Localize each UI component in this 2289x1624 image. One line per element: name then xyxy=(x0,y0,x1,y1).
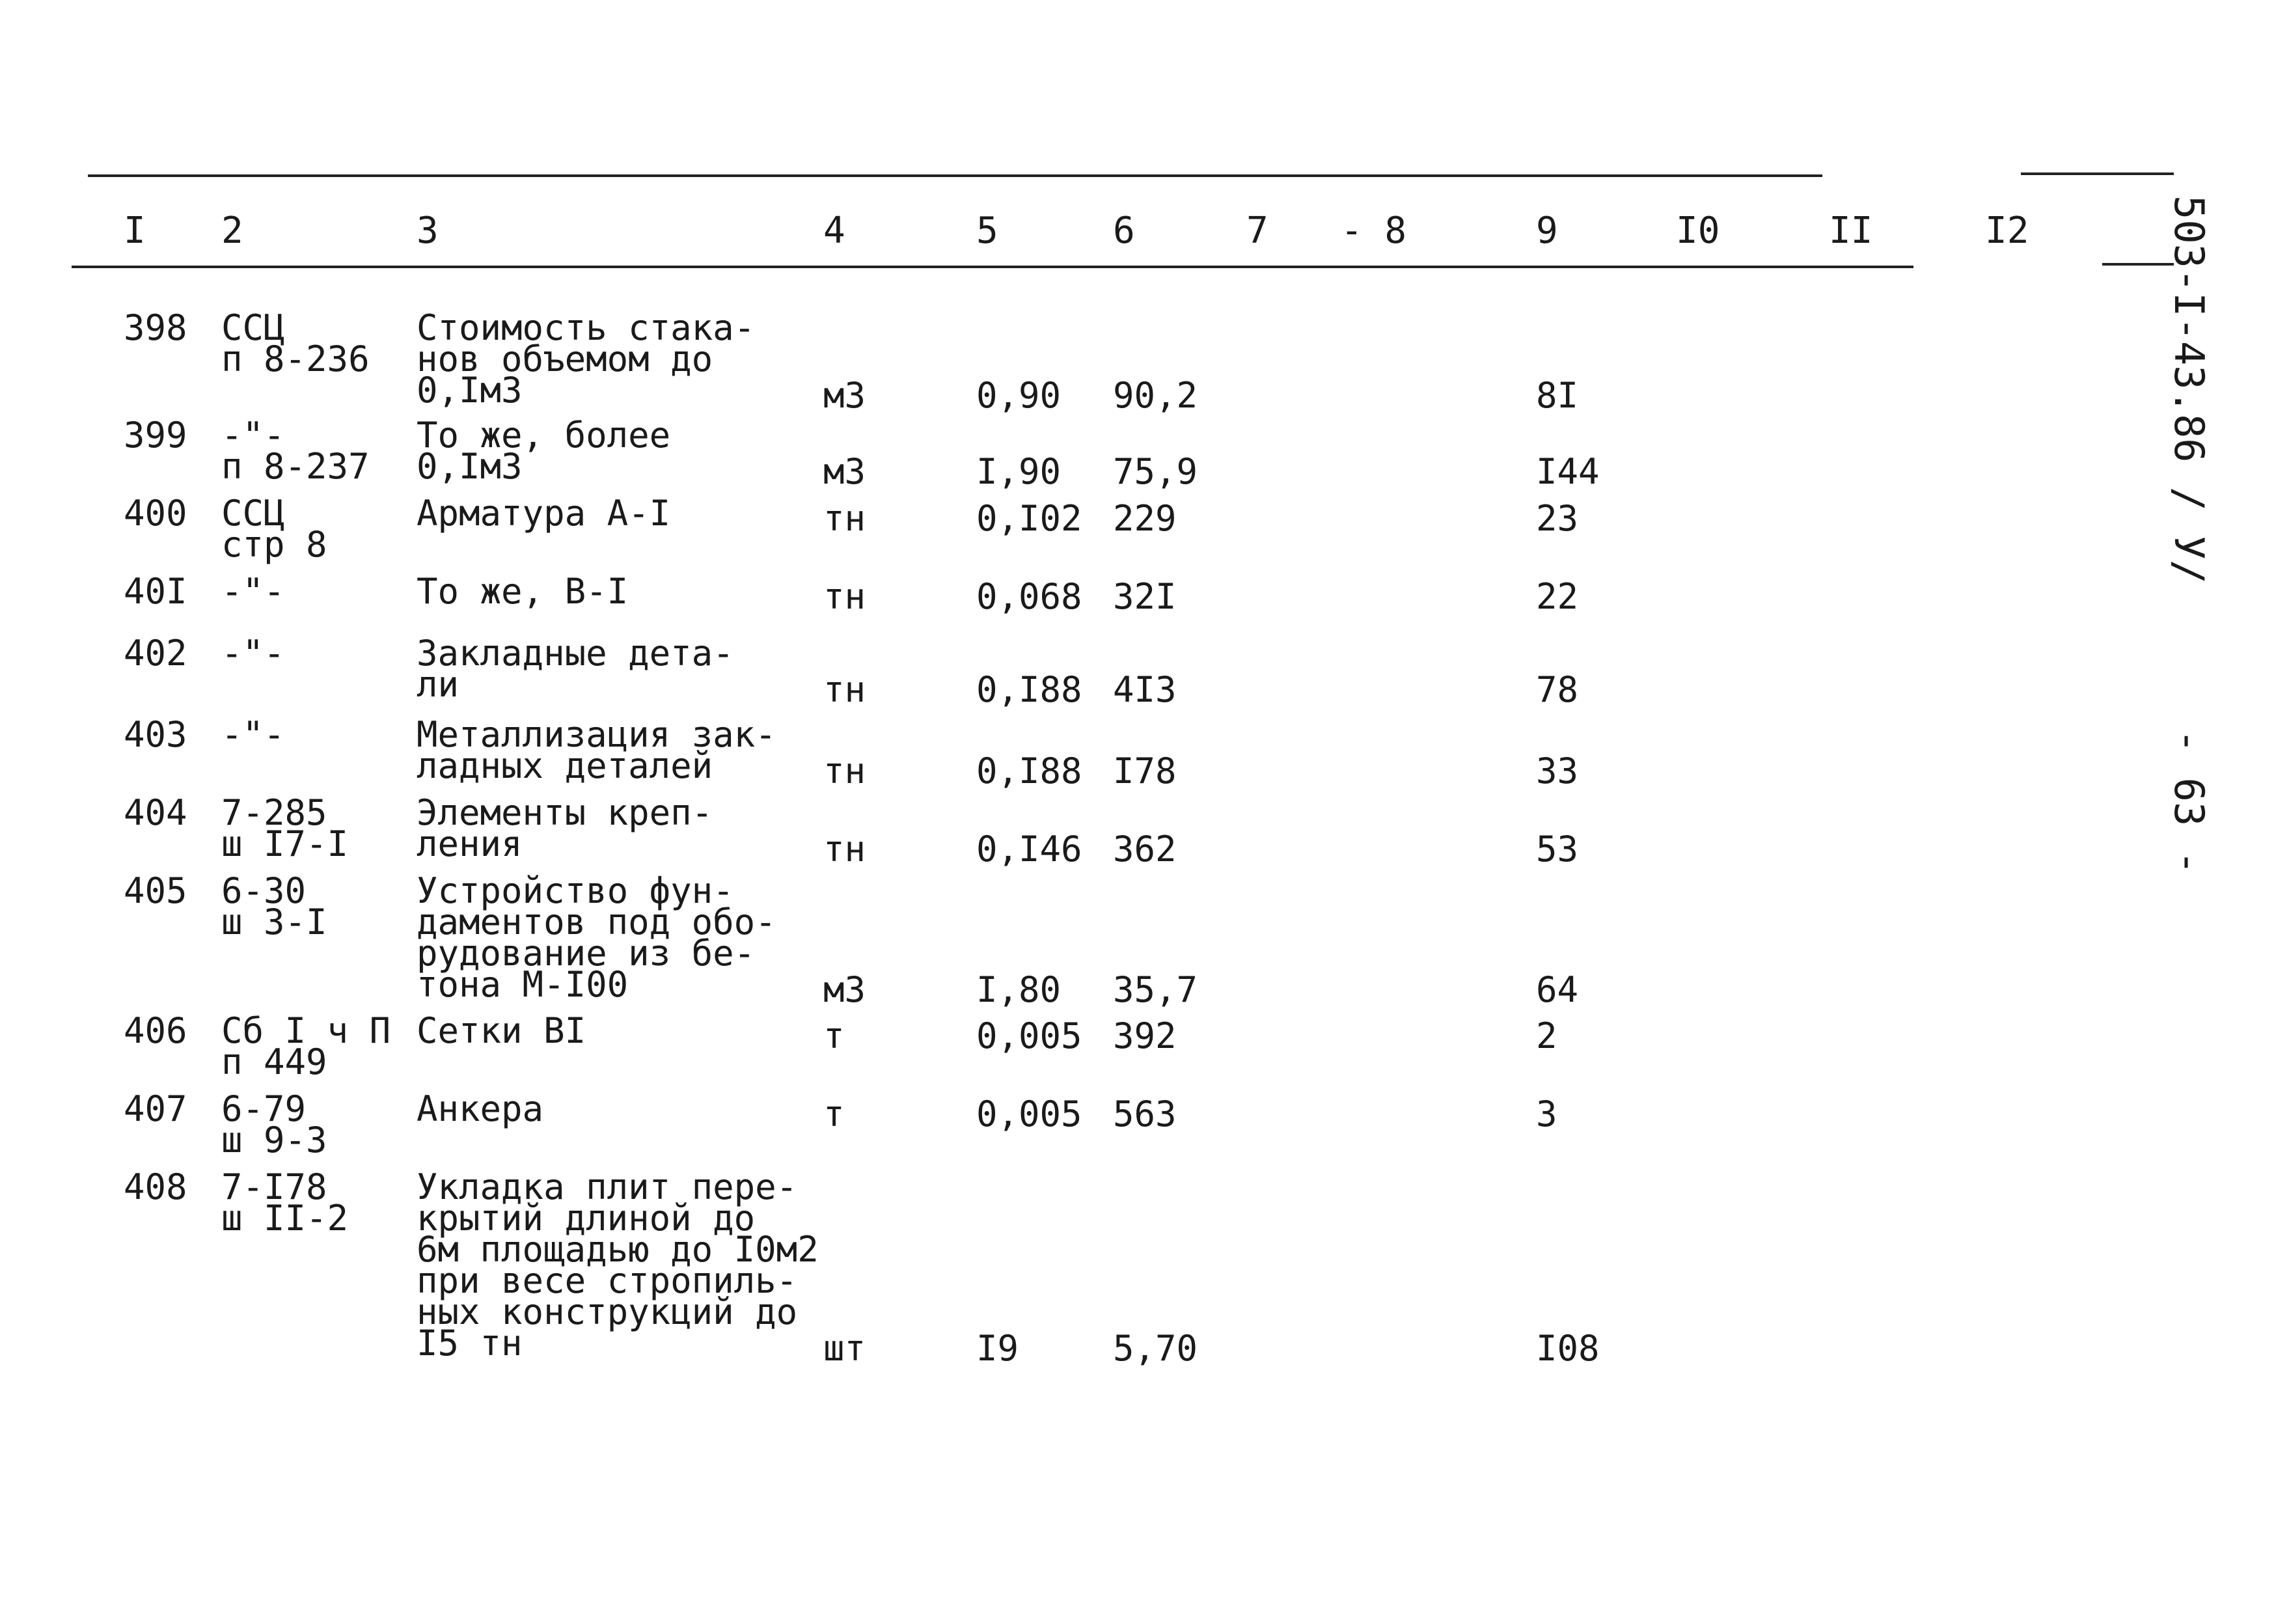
row-number: 398 xyxy=(124,307,187,348)
total-cost: 78 xyxy=(1536,669,1579,710)
unit-price: 229 xyxy=(1113,498,1177,539)
column-header: 3 xyxy=(417,210,439,252)
row-number: 408 xyxy=(124,1166,187,1207)
total-cost: 8I xyxy=(1536,375,1579,416)
quantity: 0,I02 xyxy=(976,498,1082,539)
unit: т xyxy=(823,1015,845,1056)
total-cost: 3 xyxy=(1536,1094,1557,1135)
document-code: 503-I-43.86 / У/ xyxy=(2165,195,2213,585)
row-number: 404 xyxy=(124,792,187,833)
header-rule xyxy=(72,266,1913,268)
unit-price: 362 xyxy=(1113,829,1177,870)
top-rule xyxy=(88,174,1822,177)
row-number: 403 xyxy=(124,714,187,755)
unit-price: I78 xyxy=(1113,750,1177,791)
row-number: 40I xyxy=(124,571,187,612)
unit: тн xyxy=(823,498,866,539)
quantity: 0,I88 xyxy=(976,669,1082,710)
norm-reference: 6-79 ш 9-3 xyxy=(221,1088,327,1161)
norm-reference: 7-285 ш I7-I xyxy=(221,792,349,864)
unit: м3 xyxy=(823,969,866,1010)
quantity: 0,005 xyxy=(976,1094,1082,1135)
column-header: 9 xyxy=(1536,210,1558,252)
work-description: То же, более 0,Iм3 xyxy=(417,415,671,487)
total-cost: 33 xyxy=(1536,750,1579,791)
row-number: 407 xyxy=(124,1088,187,1129)
norm-reference: ССЦ стр 8 xyxy=(221,493,327,565)
unit: м3 xyxy=(823,451,866,492)
norm-reference: -"- п 8-237 xyxy=(221,415,370,487)
work-description: То же, В-I xyxy=(417,571,629,612)
total-cost: 64 xyxy=(1536,969,1579,1010)
page-number: - 63 - xyxy=(2165,729,2213,875)
quantity: 0,005 xyxy=(976,1015,1082,1056)
row-number: 405 xyxy=(124,870,187,911)
norm-reference: 7-I78 ш II-2 xyxy=(221,1166,349,1239)
norm-reference: 6-30 ш 3-I xyxy=(221,870,327,943)
total-cost: 22 xyxy=(1536,576,1579,617)
quantity: I9 xyxy=(976,1328,1019,1369)
column-header: 4 xyxy=(823,210,845,252)
norm-reference: -"- xyxy=(221,714,285,755)
column-header: - 8 xyxy=(1341,210,1407,252)
unit-price: 5,70 xyxy=(1113,1328,1198,1369)
quantity: 0,068 xyxy=(976,576,1082,617)
quantity: I,90 xyxy=(976,451,1062,492)
work-description: Элементы креп- ления xyxy=(417,792,713,864)
unit-price: 90,2 xyxy=(1113,375,1198,416)
column-header: I xyxy=(124,210,146,252)
unit: м3 xyxy=(823,375,866,416)
total-cost: I08 xyxy=(1536,1328,1600,1369)
work-description: Арматура А-I xyxy=(417,493,671,534)
total-cost: 2 xyxy=(1536,1015,1557,1056)
column-header: 6 xyxy=(1113,210,1135,252)
work-description: Укладка плит пере- крытий длиной до 6м площадью до I0м2 при весе стропиль- ных конструкций до I5 тн xyxy=(417,1166,819,1364)
total-cost: 53 xyxy=(1536,829,1579,870)
header-rule-right xyxy=(2102,263,2174,266)
work-description: Устройство фун- даментов под обо- рудование из бе- тона М-I00 xyxy=(417,870,776,1005)
total-cost: 23 xyxy=(1536,498,1579,539)
row-number: 399 xyxy=(124,415,187,456)
column-header: II xyxy=(1829,210,1873,252)
work-description: Анкера xyxy=(417,1088,544,1129)
work-description: Сетки ВI xyxy=(417,1010,586,1051)
unit-price: 75,9 xyxy=(1113,451,1198,492)
unit-price: 392 xyxy=(1113,1015,1177,1056)
row-number: 406 xyxy=(124,1010,187,1051)
work-description: Закладные дета- ли xyxy=(417,633,734,705)
top-rule-right xyxy=(2021,172,2174,175)
work-description: Стоимость стака- нов объемом до 0,Iм3 xyxy=(417,307,756,411)
unit-price: 4I3 xyxy=(1113,669,1177,710)
norm-reference: Сб I ч П п 449 xyxy=(221,1010,391,1082)
unit: шт xyxy=(823,1328,866,1369)
norm-reference: -"- xyxy=(221,633,285,674)
unit-price: 563 xyxy=(1113,1094,1177,1135)
unit: тн xyxy=(823,669,866,710)
column-header: 7 xyxy=(1246,210,1268,252)
unit: тн xyxy=(823,750,866,791)
column-header: I2 xyxy=(1985,210,2029,252)
unit: тн xyxy=(823,829,866,870)
unit: т xyxy=(823,1094,845,1135)
unit: тн xyxy=(823,576,866,617)
unit-price: 35,7 xyxy=(1113,969,1198,1010)
quantity: 0,90 xyxy=(976,375,1062,416)
column-header: I0 xyxy=(1676,210,1720,252)
unit-price: 32I xyxy=(1113,576,1177,617)
total-cost: I44 xyxy=(1536,451,1600,492)
norm-reference: -"- xyxy=(221,571,285,612)
row-number: 400 xyxy=(124,493,187,534)
quantity: I,80 xyxy=(976,969,1062,1010)
quantity: 0,I88 xyxy=(976,750,1082,791)
row-number: 402 xyxy=(124,633,187,674)
column-header: 5 xyxy=(976,210,998,252)
quantity: 0,I46 xyxy=(976,829,1082,870)
norm-reference: ССЦ п 8-236 xyxy=(221,307,370,379)
column-header: 2 xyxy=(221,210,243,252)
work-description: Металлизация зак- ладных деталей xyxy=(417,714,776,786)
